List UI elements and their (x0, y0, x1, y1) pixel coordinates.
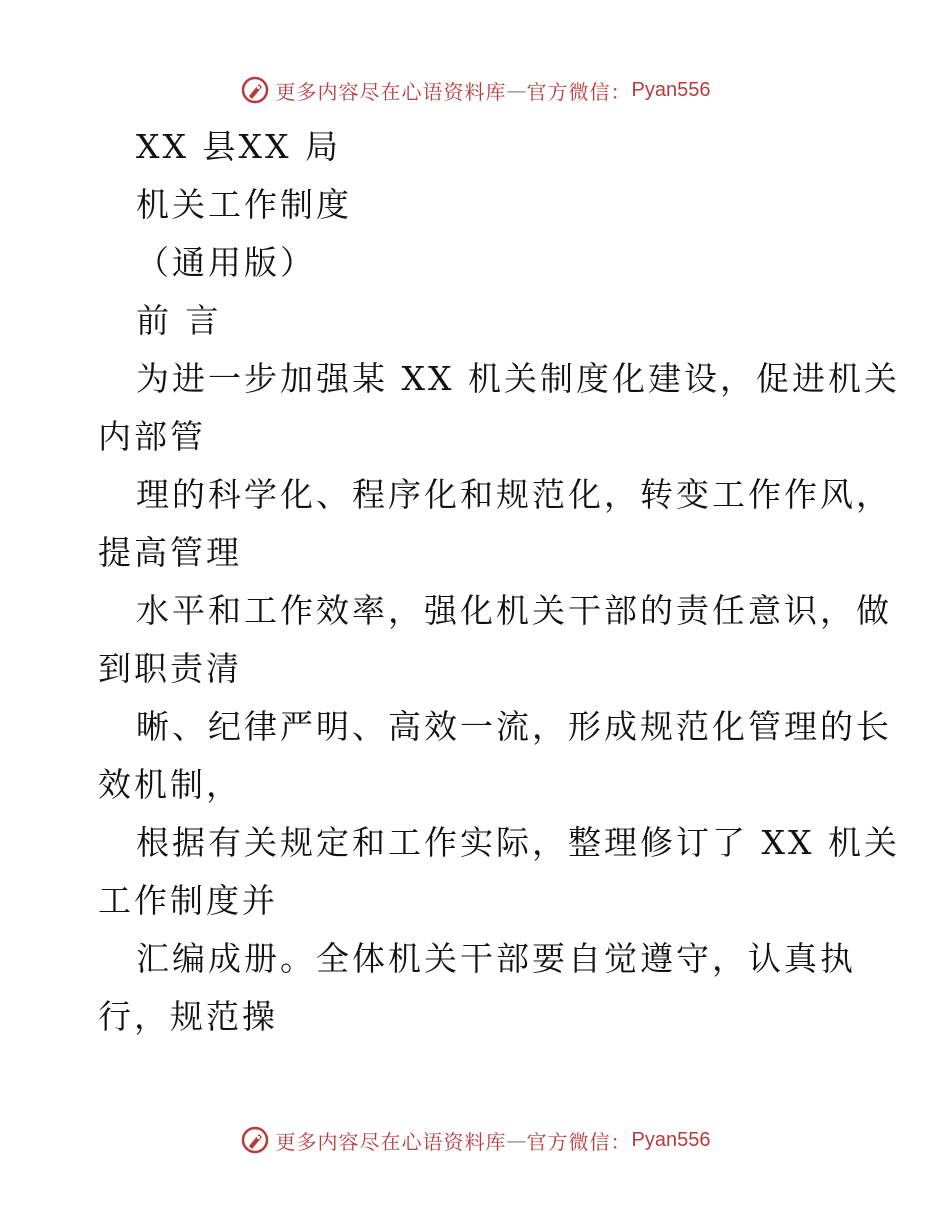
doc-paragraph-line: 行，规范操 (98, 997, 278, 1036)
doc-paragraph-line: 水平和工作效率，强化机关干部的责任意识，做 (136, 591, 892, 630)
doc-paragraph-line: 理的科学化、程序化和规范化，转变工作作风， (136, 475, 892, 514)
doc-paragraph-line: 内部管 (98, 417, 206, 456)
doc-paragraph-line: 工作制度并 (98, 881, 278, 920)
doc-paragraph-line: 为进一步加强某 XX 机关制度化建设，促进机关 (136, 359, 900, 398)
document-body (98, 118, 900, 1046)
watermark-official-label: 官方微信： (526, 79, 632, 104)
doc-title-edition: （通用版） (136, 243, 316, 282)
doc-paragraph-line: 效机制， (98, 765, 242, 804)
doc-paragraph-line: 晰、纪律严明、高效一流，形成规范化管理的长 (136, 707, 892, 746)
doc-paragraph-line: 到职责清 (98, 649, 242, 688)
doc-paragraph-line: 提高管理 (98, 533, 242, 572)
watermark-separator: — (506, 1128, 527, 1152)
watermark-official-label: 官方微信： (526, 1129, 632, 1154)
header-watermark (0, 70, 950, 110)
watermark-wechat-id: Pyan556 (631, 78, 711, 101)
watermark-wechat-id: Pyan556 (631, 1128, 711, 1151)
watermark-main-text: 更多内容尽在心语资料库 (275, 79, 507, 104)
doc-section-heading: 前 言 (136, 301, 222, 340)
doc-paragraph-line: 根据有关规定和工作实际，整理修订了 XX 机关 (136, 823, 900, 862)
watermark-main-text: 更多内容尽在心语资料库 (275, 1129, 507, 1154)
pen-nib-logo-icon (240, 1125, 270, 1155)
doc-title-main: 机关工作制度 (136, 185, 352, 224)
doc-paragraph-line: 汇编成册。全体机关干部要自觉遵守，认真执 (136, 939, 856, 978)
pen-nib-logo-icon (240, 75, 270, 105)
footer-watermark (0, 1120, 950, 1160)
doc-title-agency: XX 县XX 局 (136, 127, 341, 166)
watermark-separator: — (506, 78, 527, 102)
